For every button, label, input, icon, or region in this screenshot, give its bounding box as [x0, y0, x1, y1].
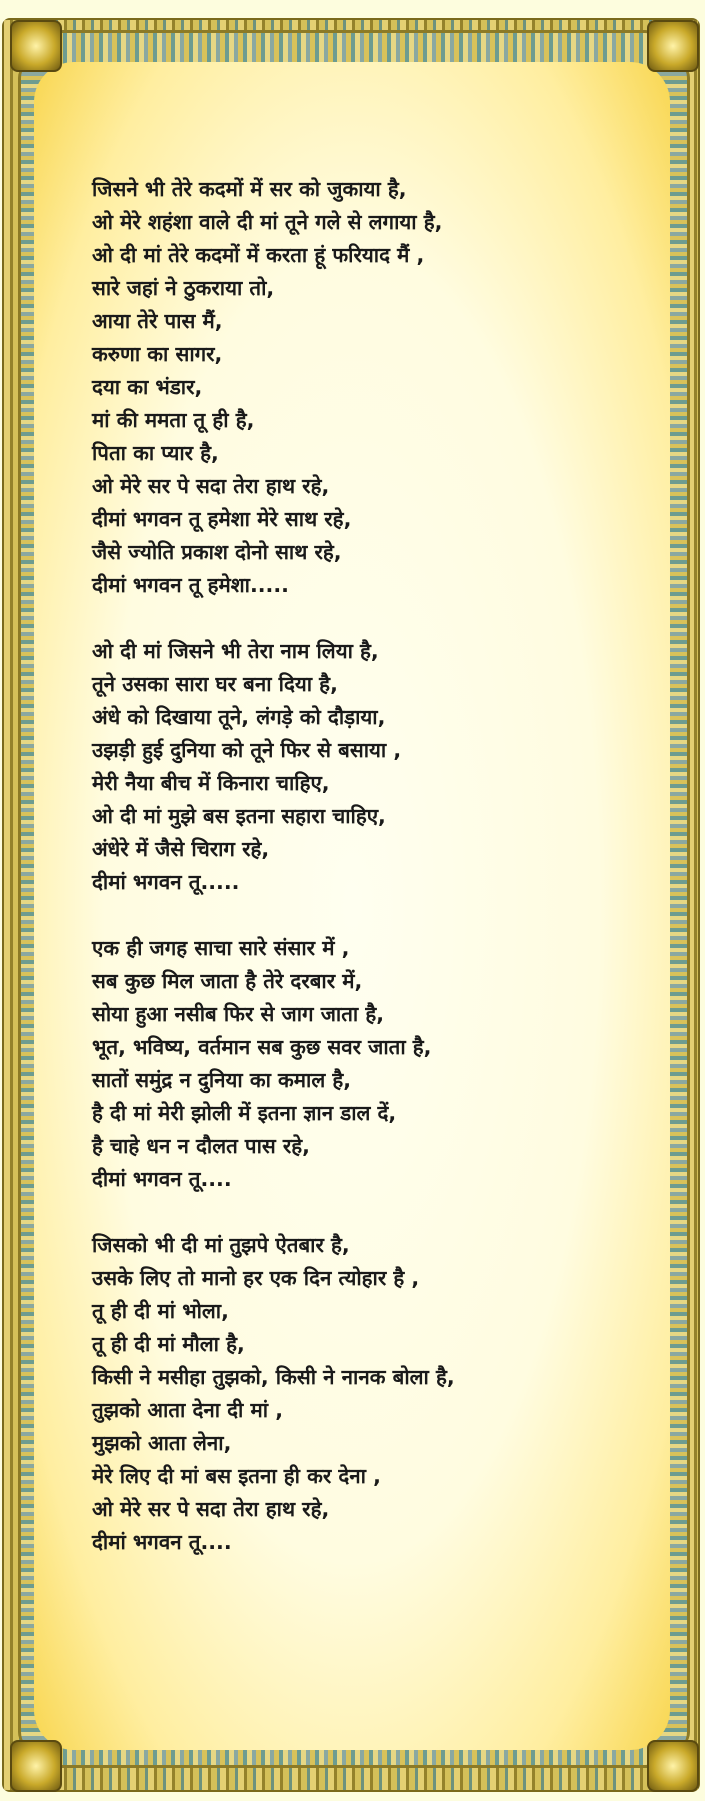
poem-line: अंधे को दिखाया तूने, लंगड़े को दौड़ाया, [92, 705, 386, 729]
poem-line: पिता का प्यार है, [92, 441, 219, 465]
poem-line: तूने उसका सारा घर बना दिया है, [92, 672, 338, 696]
poem-line: ओ दी मां जिसने भी तेरा नाम लिया है, [92, 639, 379, 663]
poem-line: उसके लिए तो मानो हर एक दिन त्योहार है , [92, 1266, 420, 1290]
poem-line: उझड़ी हुई दुनिया को तूने फिर से बसाया , [92, 738, 402, 762]
poem-line: सातों समुंद्र न दुनिया का कमाल है, [92, 1068, 352, 1092]
poem-line: दीमां भगवन तू.... [92, 1167, 232, 1191]
stanza-4 [92, 1229, 612, 1559]
poem-line: मुझको आता लेना, [92, 1431, 232, 1455]
poem-line: दीमां भगवन तू..... [92, 870, 240, 894]
poem-line: करुणा का सागर, [92, 342, 223, 366]
poem-line: जिसने भी तेरे कदमों में सर को जुकाया है, [92, 177, 407, 201]
corner-ornament-top-left [10, 20, 62, 72]
poem-line: मेरी नैया बीच में किनारा चाहिए, [92, 771, 330, 795]
poem-line: दीमां भगवन तू हमेशा मेरे साथ रहे, [92, 507, 352, 531]
poem-line: भूत, भविष्य, वर्तमान सब कुछ सवर जाता है, [92, 1035, 432, 1059]
poem-line: जिसको भी दी मां तुझपे ऐतबार है, [92, 1233, 350, 1257]
poem-line: किसी ने मसीहा तुझको, किसी ने नानक बोला है, [92, 1365, 455, 1389]
poem-line: आया तेरे पास मैं, [92, 309, 223, 333]
poem-line: दीमां भगवन तू हमेशा..... [92, 573, 289, 597]
stanza-3 [92, 932, 612, 1196]
poem-line: अंधेरे में जैसे चिराग रहे, [92, 837, 270, 861]
poem-line: सोया हुआ नसीब फिर से जाग जाता है, [92, 1002, 385, 1026]
poem-line: ओ मेरे शहंशा वाले दी मां तूने गले से लगाया है, [92, 210, 443, 234]
poem-line: ओ मेरे सर पे सदा तेरा हाथ रहे, [92, 474, 330, 498]
poem-line: जैसे ज्योति प्रकाश दोनो साथ रहे, [92, 540, 342, 564]
poem-line: तू ही दी मां मौला है, [92, 1332, 245, 1356]
poem-line: मां की ममता तू ही है, [92, 408, 255, 432]
corner-ornament-bottom-right [647, 1740, 699, 1792]
poem-line: एक ही जगह साचा सारे संसार में , [92, 936, 350, 960]
stanza-2 [92, 635, 612, 899]
poem-line: ओ दी मां तेरे कदमों में करता हूं फरियाद मैं , [92, 243, 425, 267]
poem-line: है चाहे धन न दौलत पास रहे, [92, 1134, 310, 1158]
corner-ornament-bottom-left [10, 1740, 62, 1792]
poem-line: ओ मेरे सर पे सदा तेरा हाथ रहे, [92, 1497, 330, 1521]
stanza-1 [92, 173, 612, 602]
poem-line: सब कुछ मिल जाता है तेरे दरबार में, [92, 969, 363, 993]
corner-ornament-top-right [647, 20, 699, 72]
poem-text [92, 173, 612, 1592]
poem-line: है दी मां मेरी झोली में इतना ज्ञान डाल दें, [92, 1101, 397, 1125]
poem-line: ओ दी मां मुझे बस इतना सहारा चाहिए, [92, 804, 386, 828]
poem-line: सारे जहां ने ठुकराया तो, [92, 276, 275, 300]
poem-line: दीमां भगवन तू.... [92, 1530, 232, 1554]
poem-line: तुझको आता देना दी मां , [92, 1398, 283, 1422]
poem-line: दया का भंडार, [92, 375, 203, 399]
poem-line: मेरे लिए दी मां बस इतना ही कर देना , [92, 1464, 381, 1488]
poem-line: तू ही दी मां भोला, [92, 1299, 229, 1323]
